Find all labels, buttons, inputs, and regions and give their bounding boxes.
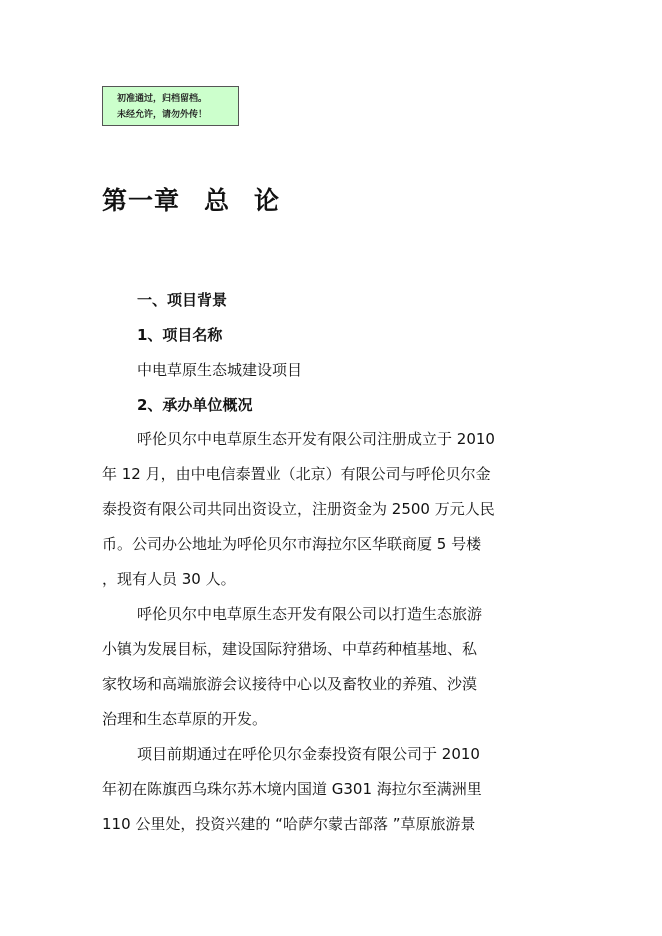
paragraph-line: 项目前期通过在呼伦贝尔金泰投资有限公司于 2010 (137, 745, 480, 763)
approval-stamp (102, 86, 239, 126)
paragraph-company-goals (102, 597, 562, 737)
paragraph-company-registration (102, 422, 562, 597)
chapter-number: 第一章 (102, 186, 181, 215)
stamp-line-1: 初准通过，归档留档。 (117, 94, 208, 104)
paragraph-line: 年 12 月，由中电信泰置业（北京）有限公司与呼伦贝尔金 (102, 465, 491, 483)
paragraph-line: 年初在陈旗西乌珠尔苏木境内国道 G301 海拉尔至满洲里 (102, 780, 482, 798)
paragraph-line: 呼伦贝尔中电草原生态开发有限公司注册成立于 2010 (137, 430, 495, 448)
paragraph-line: ，现有人员 30 人。 (102, 570, 236, 588)
paragraph-line: 泰投资有限公司共同出资设立，注册资金为 2500 万元人民 (102, 500, 495, 518)
chapter-title-char-2: 论 (254, 186, 281, 215)
section-heading-project-name: 1、项目名称 (137, 326, 223, 344)
section-heading-organization: 2、承办单位概况 (137, 396, 253, 414)
paragraph-line: 110 公里处，投资兴建的 “哈萨尔蒙古部落 ”草原旅游景 (102, 815, 476, 833)
stamp-line-2: 未经允许，请勿外传！ (117, 110, 208, 120)
paragraph-project-history (102, 737, 562, 842)
paragraph-line: 治理和生态草原的开发。 (102, 710, 268, 728)
chapter-title (102, 184, 280, 218)
paragraph-line: 呼伦贝尔中电草原生态开发有限公司以打造生态旅游 (137, 605, 483, 623)
paragraph-line: 小镇为发展目标，建设国际狩猎场、中草药种植基地、私 (102, 640, 478, 658)
paragraph-line: 币。公司办公地址为呼伦贝尔市海拉尔区华联商厦 5 号楼 (102, 535, 482, 553)
project-name-value: 中电草原生态城建设项目 (137, 361, 303, 379)
chapter-title-char-1: 总 (204, 186, 231, 215)
section-heading-background: 一、项目背景 (137, 291, 228, 309)
paragraph-line: 家牧场和高端旅游会议接待中心以及畜牧业的养殖、沙漠 (102, 675, 478, 693)
